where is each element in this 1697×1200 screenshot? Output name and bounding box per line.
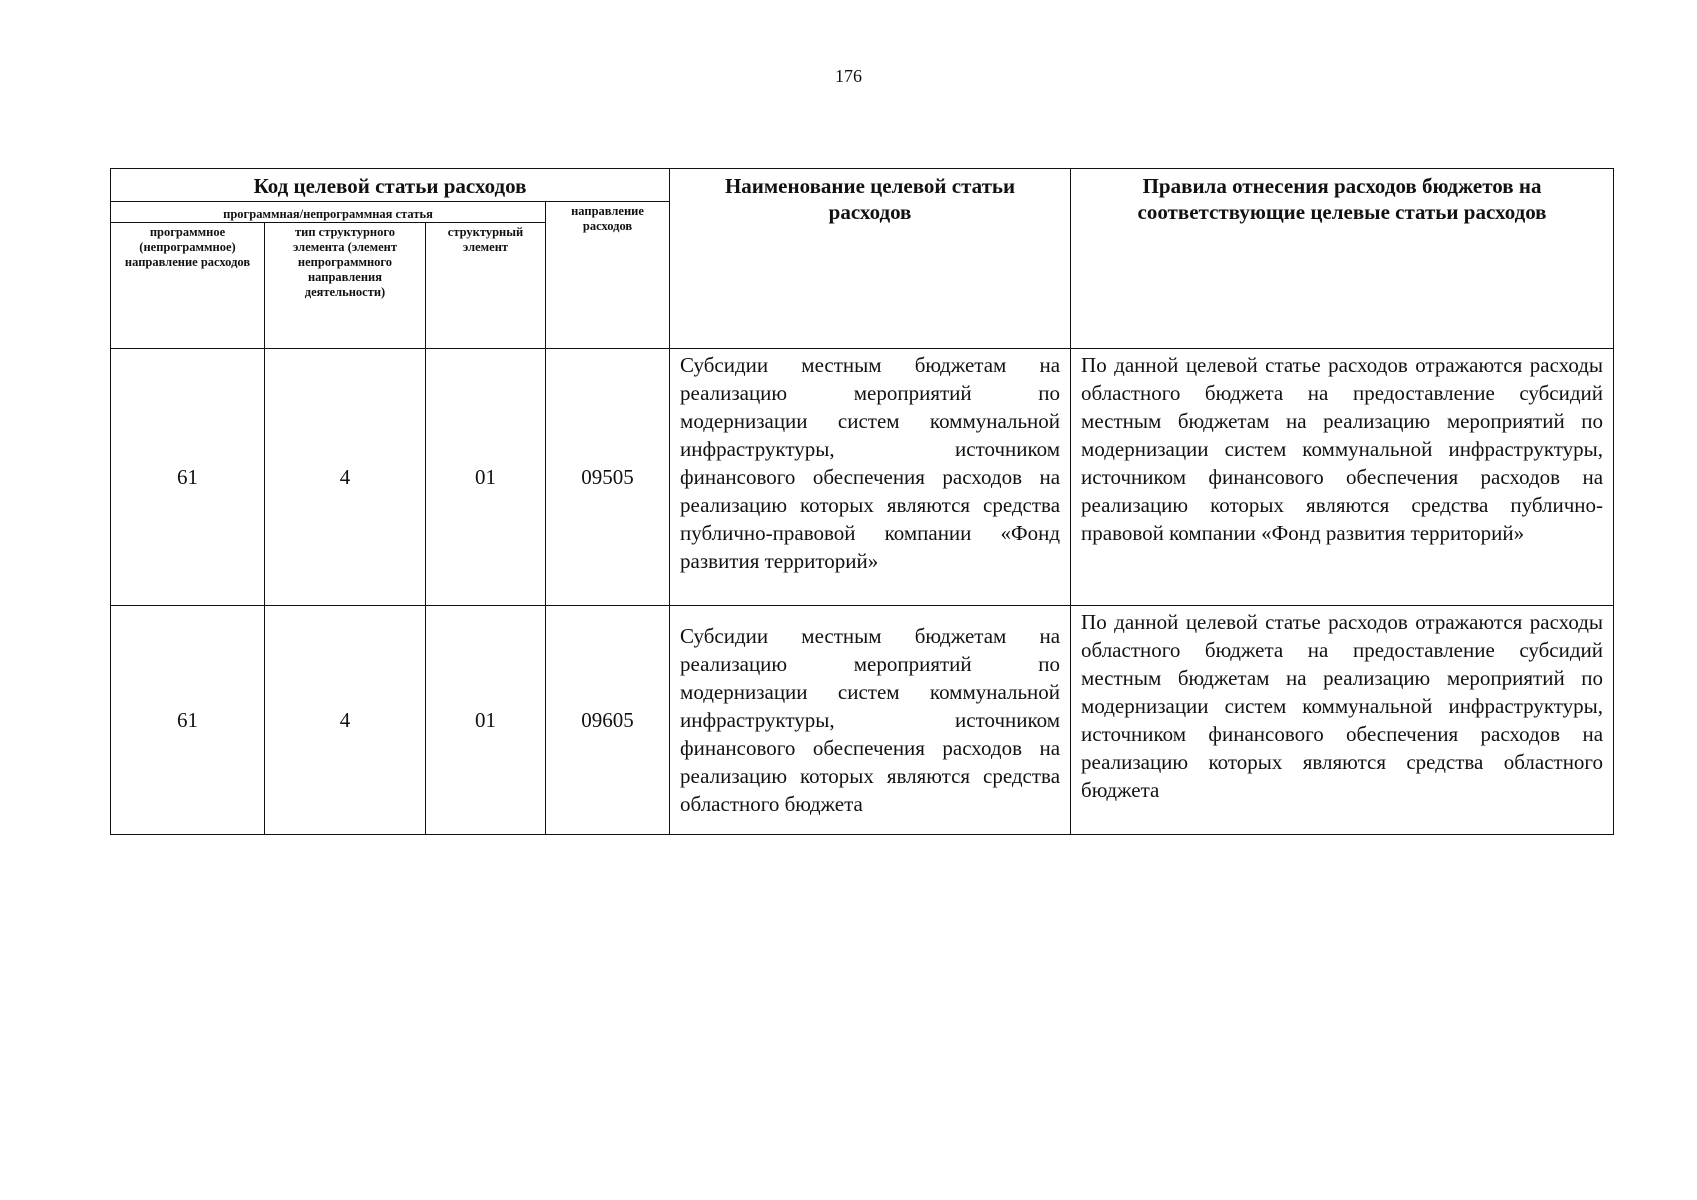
rule-cell: По данной целевой статье расходов отражаются расходы областного бюджета на предоставление субсидий местным бюджетам на реализацию мероприятий по модернизации систем коммунальной инфраструктуры, источником финансового обеспечения расходов на реализацию которых являются средства публично-правовой компании «Фонд развития территорий» xyxy=(1071,349,1614,606)
direction-code-cell: 09605 xyxy=(546,606,670,835)
header-row-1 xyxy=(111,169,1614,202)
type-code-cell: 4 xyxy=(265,349,426,606)
budget-table xyxy=(110,168,1614,835)
program-direction-header: программное (непрограммное) направление расходов xyxy=(111,223,265,349)
type-code-cell: 4 xyxy=(265,606,426,835)
program-code-cell: 61 xyxy=(111,349,265,606)
structural-element-header: структурный элемент xyxy=(426,223,546,349)
table-row xyxy=(111,349,1614,606)
element-code-cell: 01 xyxy=(426,349,546,606)
direction-header: направление расходов xyxy=(546,202,670,349)
page-number: 176 xyxy=(835,66,862,86)
program-group-header: программная/непрограммная статья xyxy=(111,202,546,223)
name-title-header: Наименование целевой статьи расходов xyxy=(670,169,1071,349)
element-code-cell: 01 xyxy=(426,606,546,835)
direction-code-cell: 09505 xyxy=(546,349,670,606)
name-cell: Субсидии местным бюджетам на реализацию мероприятий по модернизации систем коммунальной инфраструктуры, источником финансового обеспечения расходов на реализацию которых являются средства публично-правовой компании «Фонд развития территорий» xyxy=(670,349,1071,606)
code-title-header: Код целевой статьи расходов xyxy=(111,169,670,202)
rules-title-header: Правила отнесения расходов бюджетов на соответствующие целевые статьи расходов xyxy=(1071,169,1614,349)
name-cell: Субсидии местным бюджетам на реализацию мероприятий по модернизации систем коммунальной инфраструктуры, источником финансового обеспечения расходов на реализацию которых являются средства областного бюджета xyxy=(670,606,1071,835)
rule-cell: По данной целевой статье расходов отражаются расходы областного бюджета на предоставление субсидий местным бюджетам на реализацию мероприятий по модернизации систем коммунальной инфраструктуры, источником финансового обеспечения расходов на реализацию которых являются средства областного бюджета xyxy=(1071,606,1614,835)
program-code-cell: 61 xyxy=(111,606,265,835)
element-type-header: тип структурного элемента (элемент непрограммного направления деятельности) xyxy=(265,223,426,349)
table-row xyxy=(111,606,1614,835)
